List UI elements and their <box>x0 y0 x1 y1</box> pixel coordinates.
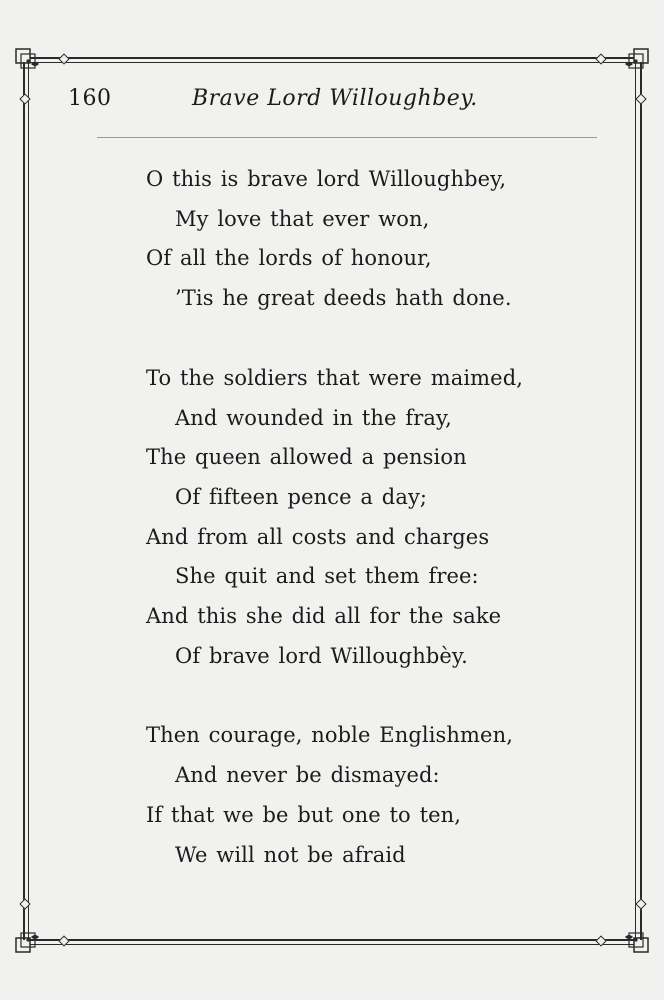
stanza <box>146 716 586 875</box>
verse-line: Then courage, noble Englishmen, <box>146 723 513 748</box>
verse-line: To the soldiers that were maimed, <box>146 365 524 390</box>
verse-line: My love that ever won, <box>175 206 430 231</box>
stanza <box>146 359 586 677</box>
stanza-break <box>146 319 586 359</box>
verse-line: Of all the lords of honour, <box>146 246 432 271</box>
stanza <box>146 160 586 319</box>
verse-line: Of brave lord Willoughbèy. <box>175 643 468 668</box>
border-diamond <box>635 93 646 104</box>
border-left-outer <box>23 62 25 940</box>
verse-line: If that we be but one to ten, <box>146 802 462 827</box>
verse-line: We will not be afraid <box>175 842 406 867</box>
fleuron-icon <box>622 45 652 75</box>
verse-line: And from all costs and charges <box>146 524 490 549</box>
border-right-inner <box>635 62 636 940</box>
verse-line: Of fifteen pence a day; <box>175 484 428 509</box>
border-top-outer <box>30 57 634 59</box>
verse-line: And wounded in the fray, <box>175 405 452 430</box>
verse-line: The queen allowed a pension <box>146 445 467 470</box>
verse-line: And never be dismayed: <box>175 763 440 788</box>
poem-body <box>146 160 586 875</box>
border-bottom-inner <box>30 944 634 945</box>
border-left-inner <box>28 62 29 940</box>
verse-line: O this is brave lord Willoughbey, <box>146 167 507 191</box>
verse-line: She quit and set them free: <box>175 564 479 589</box>
border-top-inner <box>30 62 634 63</box>
page-number: 160 <box>68 86 112 111</box>
verse-line: And this she did all for the sake <box>146 604 502 629</box>
border-diamond <box>635 898 646 909</box>
verse-line: ’Tis he great deeds hath done. <box>175 286 512 311</box>
header-rule <box>97 137 597 138</box>
fleuron-icon <box>622 926 652 956</box>
fleuron-icon <box>12 45 42 75</box>
border-right-outer <box>640 62 642 940</box>
stanza-break <box>146 676 586 716</box>
running-header <box>68 86 498 116</box>
border-bottom-outer <box>30 939 634 941</box>
fleuron-icon <box>12 926 42 956</box>
running-title: Brave Lord Willoughbey. <box>192 86 478 111</box>
